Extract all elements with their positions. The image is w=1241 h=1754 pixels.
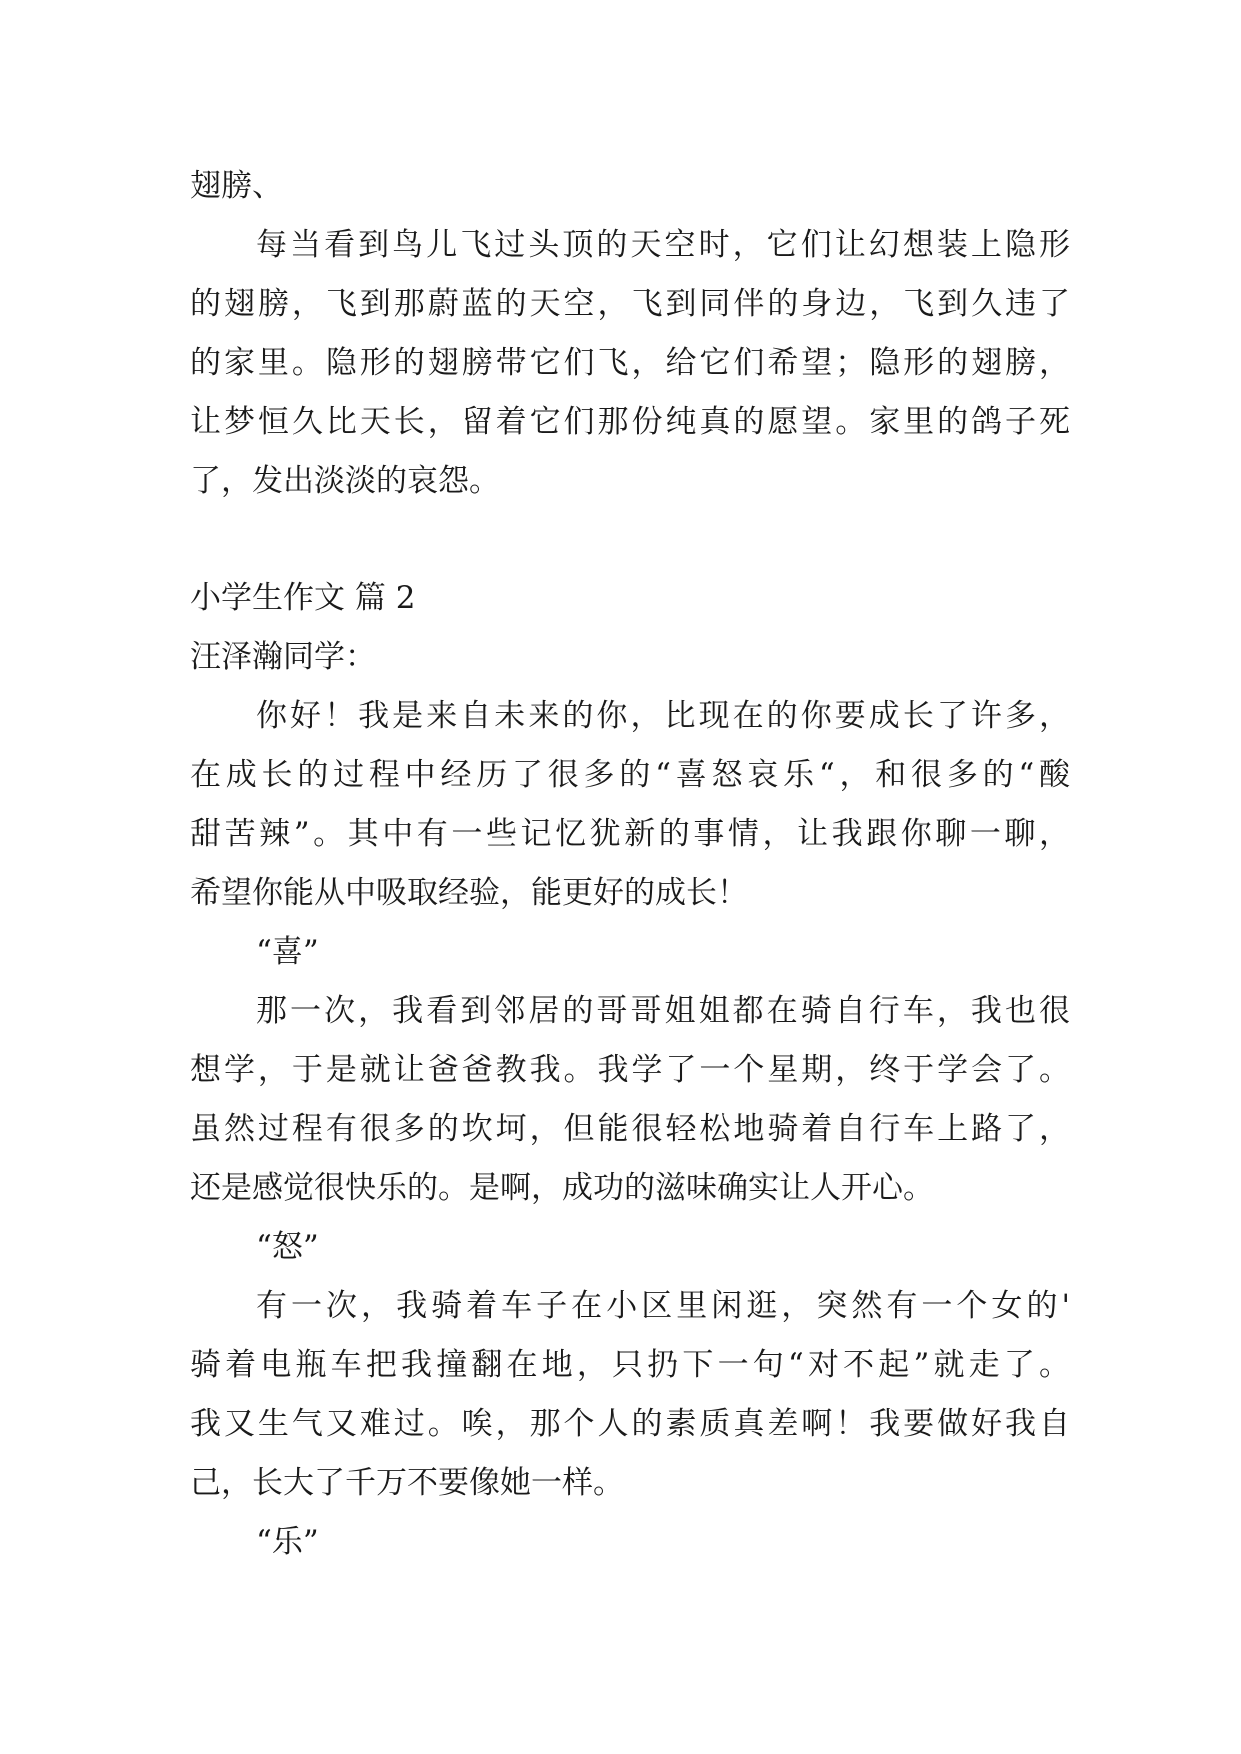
subheading-le: “乐” (256, 1524, 319, 1560)
subheading-xi: “喜” (256, 934, 319, 970)
subheading-nu: “怒” (256, 1229, 319, 1265)
text-line: 想学，于是就让爸爸教我。我学了一个星期，终于学会了。 (190, 1052, 1070, 1088)
text-column (190, 157, 1070, 1572)
text-line: 还是感觉很快乐的。是啊，成功的滋味确实让人开心。 (190, 1170, 934, 1206)
paragraph-nu (190, 1277, 1070, 1513)
text-line: 骑着电瓶车把我撞翻在地，只扔下一句“对不起”就走了。 (190, 1347, 1070, 1383)
text-line: 己，长大了千万不要像她一样。 (190, 1465, 624, 1501)
text-line: 在成长的过程中经历了很多的“喜怒哀乐“，和很多的“酸 (190, 757, 1070, 793)
text-line: 了，发出淡淡的哀怨。 (190, 463, 500, 499)
text-line: 让梦恒久比天长，留着它们那份纯真的愿望。家里的鸽子死 (190, 404, 1070, 440)
text-line: 虽然过程有很多的坎坷，但能很轻松地骑着自行车上路了， (190, 1111, 1070, 1147)
salutation: 汪泽瀚同学： (190, 639, 376, 675)
continued-line: 翅膀、 (190, 168, 283, 204)
paragraph-intro (190, 687, 1070, 923)
section-gap (190, 511, 1070, 569)
section-title: 小学生作文 篇 2 (190, 580, 416, 616)
text-line: 有一次，我骑着车子在小区里闲逛，突然有一个女的' (256, 1288, 1070, 1324)
text-line: 希望你能从中吸取经验，能更好的成长！ (190, 875, 748, 911)
text-line: 我又生气又难过。唉，那个人的素质真差啊！我要做好我自 (190, 1406, 1070, 1442)
text-line: 每当看到鸟儿飞过头顶的天空时，它们让幻想装上隐形 (256, 227, 1070, 263)
paragraph-xi (190, 982, 1070, 1218)
text-line: 甜苦辣”。其中有一些记忆犹新的事情，让我跟你聊一聊， (190, 816, 1070, 852)
text-line: 的家里。隐形的翅膀带它们飞，给它们希望；隐形的翅膀， (190, 345, 1070, 381)
paragraph-wings (190, 216, 1070, 511)
text-line: 的翅膀，飞到那蔚蓝的天空，飞到同伴的身边，飞到久违了 (190, 286, 1070, 322)
text-line: 你好！我是来自未来的你，比现在的你要成长了许多， (256, 698, 1070, 734)
text-line: 那一次，我看到邻居的哥哥姐姐都在骑自行车，我也很 (256, 993, 1070, 1029)
